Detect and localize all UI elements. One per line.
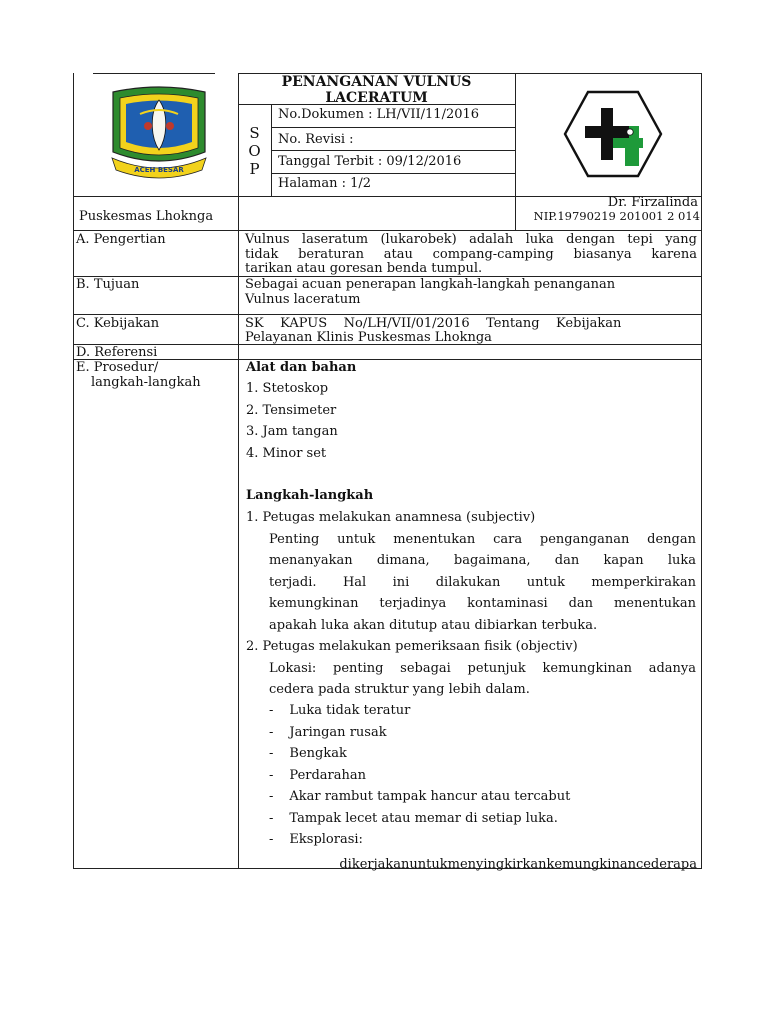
- finding-text: Tampak lecet atau memar di setiap luka.: [289, 810, 558, 826]
- section-c-label: C. Kebijakan: [76, 316, 160, 331]
- finding-item: [269, 786, 699, 808]
- sop-letter-p: P: [249, 160, 260, 178]
- bullet-dash: -: [269, 810, 274, 826]
- finding-text: Perdarahan: [289, 767, 367, 783]
- finding-text: Jaringan rusak: [289, 724, 387, 740]
- aceh-besar-logo: [110, 84, 208, 184]
- section-a-line-2: tidak beraturan atau compang-camping biasanya karena: [245, 247, 697, 262]
- steps-list: [246, 507, 696, 701]
- tools-heading: Alat dan bahan: [246, 360, 357, 375]
- step-1-text-line: Penting untuk menentukan cara penganganan dengan: [269, 531, 696, 547]
- signer-name: Dr. Firzalinda: [607, 195, 698, 210]
- field-page: Halaman : 1/2: [278, 176, 372, 191]
- row-line-b: [73, 314, 702, 315]
- step-1-title: 1. Petugas melakukan anamnesa (subjectiv): [246, 510, 536, 525]
- bullet-dash: -: [269, 767, 274, 783]
- finding-text: Bengkak: [289, 746, 347, 761]
- header-right-divider: [515, 73, 516, 230]
- puskesmas-logo: [563, 90, 663, 178]
- section-b-line-1: Sebagai acuan penerapan langkah-langkah penanganan: [245, 277, 616, 292]
- finding-item: [269, 765, 699, 787]
- sop-letter-s: S: [249, 124, 260, 142]
- section-c-line-1: SK KAPUS No/LH/VII/01/2016 Tentang Kebijakan: [245, 316, 622, 331]
- finding-text: Akar rambut tampak hancur atau tercabut: [289, 789, 571, 804]
- finding-item: [269, 829, 699, 851]
- signer-nip: NIP.19790219 201001 2 014: [533, 209, 700, 223]
- finding-item: [269, 722, 699, 744]
- section-b-line-2: Vulnus laceratum: [245, 292, 361, 307]
- finding-item: [269, 700, 699, 722]
- section-e-label-line-1: E. Prosedur/: [76, 360, 159, 375]
- tool-item: 3. Jam tangan: [246, 424, 338, 439]
- step-1-text-line: menanyakan dimana, bagaimana, dan kapan luka: [269, 553, 696, 568]
- step-2-title: 2. Petugas melakukan pemeriksaan fisik (objectiv): [246, 639, 578, 654]
- field-line-2: [271, 150, 515, 151]
- finding-item: [269, 808, 699, 830]
- section-e-label-line-2: langkah-langkah: [91, 375, 201, 390]
- field-line-3: [271, 173, 515, 174]
- bullet-dash: -: [269, 832, 274, 847]
- exploration-text: dikerjakanuntukmenyingkirkankemungkinancederapa: [339, 857, 697, 872]
- bullet-dash: -: [269, 703, 274, 718]
- logo-banner-text: ACEH BESAR: [134, 166, 184, 174]
- bullet-dash: -: [269, 724, 274, 740]
- sop-title-line-1: PENANGANAN VULNUS: [281, 74, 472, 90]
- bullet-dash: -: [269, 746, 274, 761]
- table-right-border: [701, 73, 702, 868]
- step-2-text-line: Lokasi: penting sebagai petunjuk kemungkinan adanya: [269, 660, 696, 676]
- section-d-label: D. Referensi: [76, 345, 158, 360]
- steps-heading: Langkah-langkah: [246, 488, 374, 503]
- row-line-d: [73, 359, 702, 360]
- section-a-line-1: Vulnus laseratum (lukarobek) adalah luka dengan tepi yang: [245, 232, 697, 247]
- section-c-line-2: Pelayanan Klinis Puskesmas Lhoknga: [245, 330, 492, 345]
- finding-text: Eksplorasi:: [289, 832, 363, 847]
- field-line-1: [271, 127, 515, 128]
- sop-title-line-2: LACERATUM: [325, 90, 428, 106]
- section-b-label: B. Tujuan: [76, 277, 140, 292]
- header-sig-line: [73, 230, 702, 231]
- tool-item: 1. Stetoskop: [246, 381, 329, 396]
- field-revision: No. Revisi :: [278, 132, 354, 147]
- section-a-line-3: tarikan atau goresan benda tumpul.: [245, 261, 483, 276]
- organization-name: Puskesmas Lhoknga: [79, 209, 214, 224]
- field-issue-date: Tanggal Terbit : 09/12/2016: [278, 154, 462, 169]
- step-1-text-line: apakah luka akan ditutup atau dibiarkan terbuka.: [269, 617, 598, 633]
- tool-item: 4. Minor set: [246, 445, 327, 461]
- finding-text: Luka tidak teratur: [289, 703, 411, 718]
- step-1-text-line: terjadi. Hal ini dilakukan untuk memperkirakan: [269, 574, 696, 590]
- table-column-divider: [238, 73, 239, 868]
- bullet-dash: -: [269, 789, 274, 804]
- tool-item: 2. Tensimeter: [246, 402, 337, 418]
- tools-list: [246, 378, 338, 464]
- field-document-number: No.Dokumen : LH/VII/11/2016: [278, 107, 480, 122]
- finding-item: [269, 743, 699, 765]
- section-a-label: A. Pengertian: [76, 232, 166, 247]
- sop-letter-o: O: [248, 142, 261, 160]
- table-left-border: [73, 73, 74, 868]
- table-top-border-left: [93, 73, 215, 74]
- findings-list: [269, 700, 699, 851]
- step-2-text-line: cedera pada struktur yang lebih dalam.: [269, 682, 530, 697]
- step-1-text-line: kemungkinan terjadinya kontaminasi dan menentukan: [269, 596, 696, 611]
